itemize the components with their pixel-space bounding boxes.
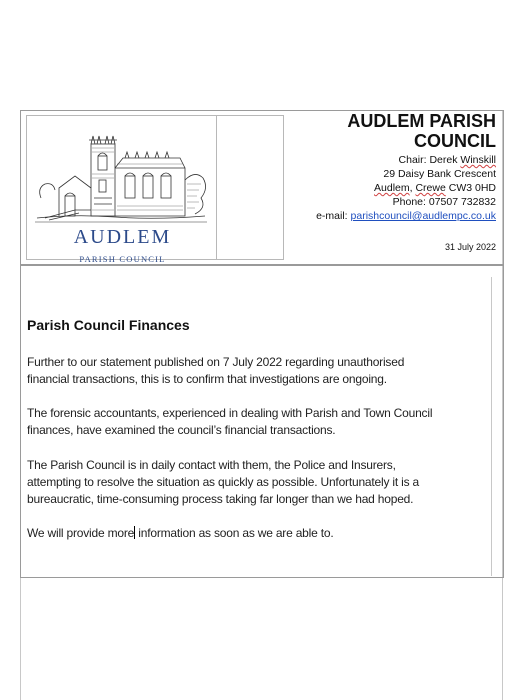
paragraph-1-line2: financial transactions, this is to confirm that investigations are ongoing. bbox=[27, 372, 387, 386]
address-town2: Crewe bbox=[415, 182, 446, 194]
address-line1: 29 Daisy Bank Crescent bbox=[383, 168, 496, 180]
chair-line bbox=[316, 153, 496, 167]
logo-subtitle: PARISH COUNCIL bbox=[79, 254, 166, 264]
email-label: e-mail: bbox=[316, 210, 351, 222]
letter-date: 31 July 2022 bbox=[444, 242, 496, 252]
paragraph-2 bbox=[27, 405, 482, 439]
paragraph-3-line3: bureaucratic, time-consuming process taking far longer than we had hoped. bbox=[27, 492, 414, 506]
paragraph-3 bbox=[27, 457, 482, 508]
paragraph-4-end: information as soon as we are able to. bbox=[135, 526, 334, 540]
paragraph-2-line2: finances, have examined the council’s financial transactions. bbox=[27, 423, 336, 437]
letterhead bbox=[20, 110, 504, 265]
org-title-line1: AUDLEM PARISH bbox=[347, 111, 496, 131]
paragraph-3-line2: attempting to resolve the situation as quickly as possible. Unfortunately it is a bbox=[27, 475, 420, 489]
page-title: Parish Council Finances bbox=[27, 317, 190, 333]
paragraph-4[interactable] bbox=[27, 525, 482, 542]
address-sep: , bbox=[409, 182, 416, 194]
phone-line: Phone: 07507 732832 bbox=[392, 196, 496, 208]
chair-prefix: Chair: Derek bbox=[398, 154, 461, 166]
address-line2 bbox=[316, 181, 496, 195]
paragraph-4-start: We will provide more bbox=[27, 526, 135, 540]
email-line bbox=[316, 209, 496, 223]
address-town1: Audlem bbox=[374, 182, 410, 194]
paragraph-3-line1: The Parish Council is in daily contact with them, the Police and Insurers, bbox=[27, 458, 396, 472]
logo-wordmark: AUDLEM bbox=[73, 226, 172, 248]
address-postcode: CW3 0HD bbox=[445, 182, 496, 194]
org-title-line2: COUNCIL bbox=[414, 131, 496, 151]
paragraph-1 bbox=[27, 354, 482, 388]
chair-surname: Winskill bbox=[460, 154, 496, 166]
paragraph-2-line1: The forensic accountants, experienced in dealing with Parish and Town Council bbox=[27, 406, 433, 420]
contact-block bbox=[316, 111, 496, 223]
email-link[interactable]: parishcouncil@audlempc.co.uk bbox=[350, 210, 496, 222]
logo-cell bbox=[26, 115, 217, 264]
church-illustration bbox=[35, 118, 210, 224]
paragraph-1-line1: Further to our statement published on 7 July 2022 regarding unauthorised bbox=[27, 355, 405, 369]
spacer-cell bbox=[217, 115, 284, 260]
